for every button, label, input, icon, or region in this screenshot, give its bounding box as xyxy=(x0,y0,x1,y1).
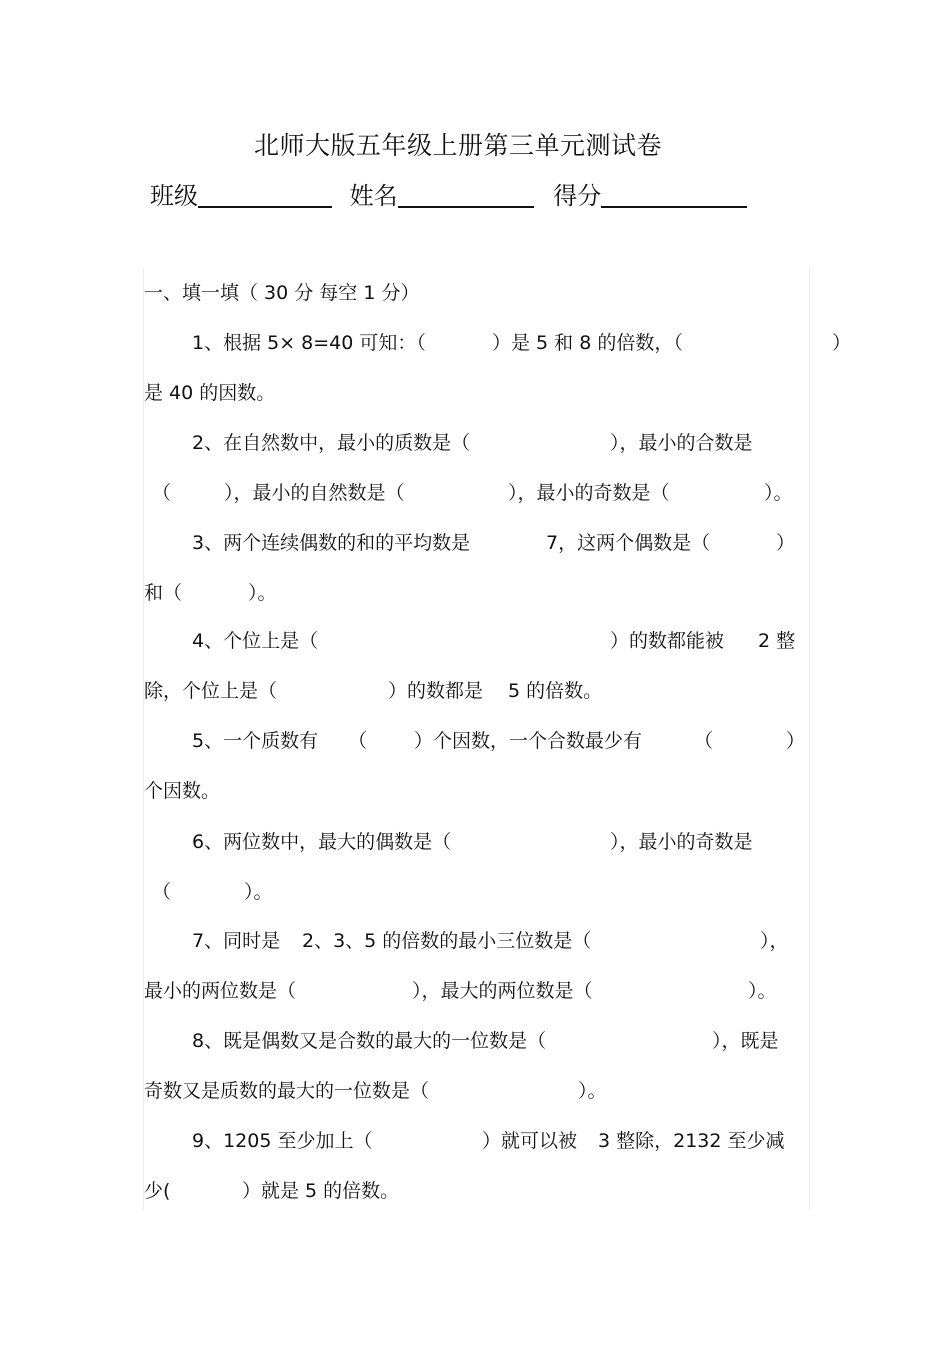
q5-text-f: 个因数。 xyxy=(144,780,221,802)
q1-text-b: ）是 5 和 8 的倍数，（ xyxy=(492,332,683,354)
section-heading: 一、填一填（ 30 分 每空 1 分） xyxy=(144,282,420,304)
q8-text-b: ），既是 xyxy=(712,1030,779,1052)
q9-text-d: 少( xyxy=(144,1180,171,1202)
q1-text-d: 是 40 的因数。 xyxy=(144,382,276,404)
q7-text-b: 2、3、5 的倍数的最小三位数是（ xyxy=(302,930,592,952)
q6-text-d: ）。 xyxy=(244,881,273,903)
q5-text-d: （ xyxy=(694,730,714,752)
q3-text-e: ）。 xyxy=(248,582,277,604)
q5-text-e: ） xyxy=(786,730,806,752)
q8-text-d: ）。 xyxy=(578,1080,607,1102)
score-blank[interactable] xyxy=(601,180,747,208)
q6-text-a: 6、两位数中，最大的偶数是（ xyxy=(192,831,452,853)
q5-text-b: （ xyxy=(348,730,368,752)
q4-text-d: 除，个位上是（ xyxy=(144,680,278,702)
q2-text-c: （ xyxy=(152,482,172,504)
q3-text-c: ） xyxy=(776,532,796,554)
score-label: 得分 xyxy=(553,182,602,210)
q8-text-c: 奇数又是质数的最大的一位数是（ xyxy=(144,1080,430,1102)
name-label: 姓名 xyxy=(349,182,398,210)
class-label: 班级 xyxy=(150,182,198,210)
q9-text-e: ）就是 5 的倍数。 xyxy=(242,1180,400,1202)
q7-text-f: ）。 xyxy=(748,980,777,1002)
q9-text-b: ）就可以被 xyxy=(482,1130,578,1152)
q3-text-d: 和（ xyxy=(144,582,183,604)
q2-text-e: ），最小的奇数是（ xyxy=(508,482,670,504)
q7-text-c: ）， xyxy=(760,930,789,952)
q7-text-a: 7、同时是 xyxy=(192,930,281,952)
q4-text-b: ）的数都能被 xyxy=(610,630,725,652)
q8-text-a: 8、既是偶数又是合数的最大的一位数是（ xyxy=(192,1030,547,1052)
page-title: 北师大版五年级上册第三单元测试卷 xyxy=(253,131,662,160)
q4-text-c: 2 整 xyxy=(758,630,796,652)
class-blank[interactable] xyxy=(198,180,332,208)
q6-text-b: ），最小的奇数是 xyxy=(610,831,753,853)
q3-text-a: 3、两个连续偶数的和的平均数是 xyxy=(192,532,471,554)
q9-text-a: 9、1205 至少加上（ xyxy=(192,1130,373,1152)
q7-text-d: 最小的两位数是（ xyxy=(144,980,297,1002)
q3-text-b: 7，这两个偶数是（ xyxy=(546,532,711,554)
q9-text-c: 3 整除，2132 至少减 xyxy=(598,1130,785,1152)
q4-text-a: 4、个位上是（ xyxy=(192,630,319,652)
name-blank[interactable] xyxy=(398,180,534,208)
question-area xyxy=(143,268,852,1210)
q2-text-f: ）。 xyxy=(764,482,793,504)
q4-text-f: 5 的倍数。 xyxy=(508,680,603,702)
student-info-row xyxy=(150,176,747,211)
q1-text-c: ） xyxy=(832,332,852,354)
q2-text-b: ），最小的合数是 xyxy=(610,432,753,454)
q6-text-c: （ xyxy=(152,881,172,903)
q1-text-a: 1、根据 5× 8=40 可知：（ xyxy=(192,332,426,354)
q2-text-d: ），最小的自然数是（ xyxy=(224,482,405,504)
q2-text-a: 2、在自然数中，最小的质数是（ xyxy=(192,432,471,454)
q7-text-e: ），最大的两位数是（ xyxy=(412,980,593,1002)
q5-text-c: ）个因数，一个合数最少有 xyxy=(414,730,643,752)
q4-text-e: ）的数都是 xyxy=(388,680,484,702)
q5-text-a: 5、一个质数有 xyxy=(192,730,319,752)
